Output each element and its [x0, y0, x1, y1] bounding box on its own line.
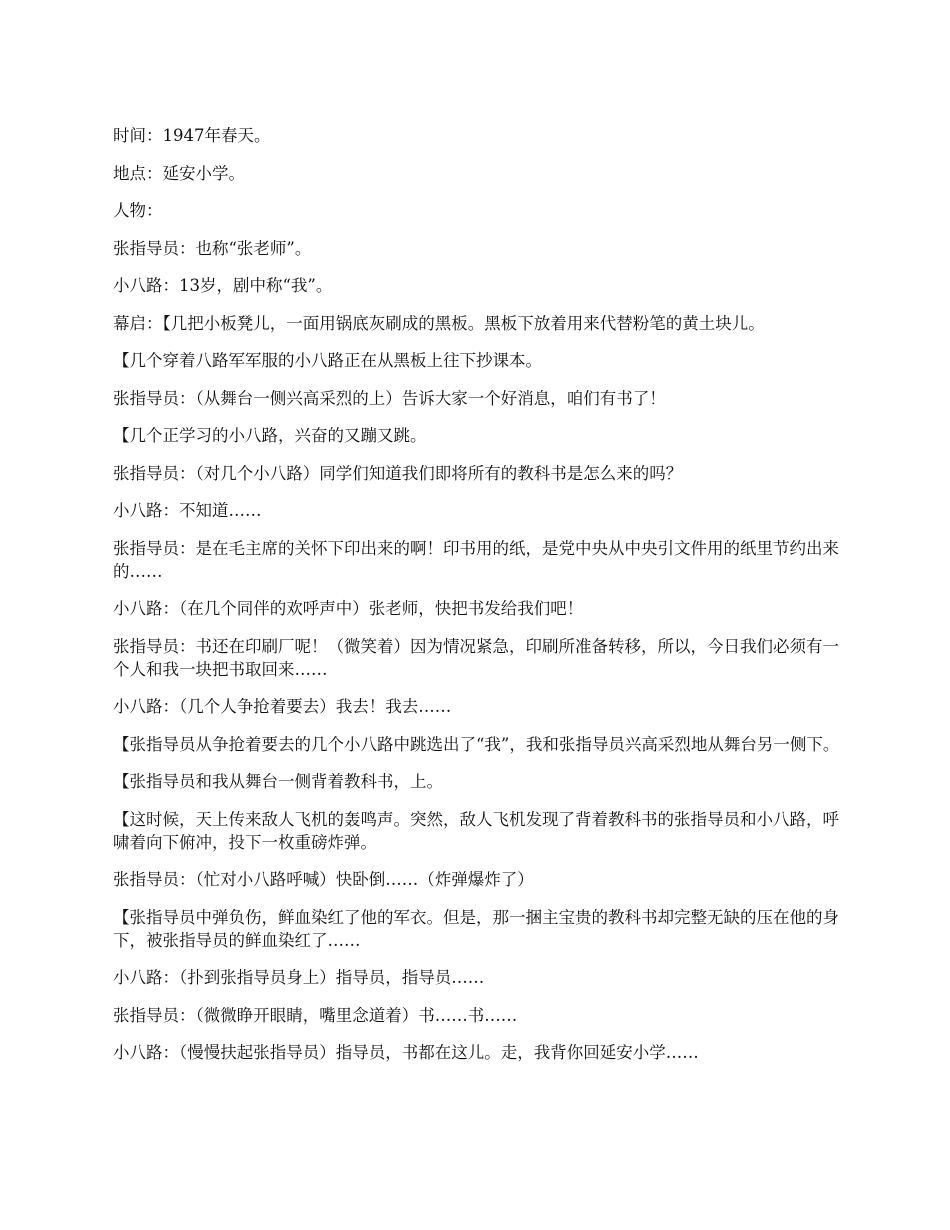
script-line-dialogue: 小八路：（扑到张指导员身上）指导员，指导员……: [113, 968, 485, 987]
script-line-character-xiaobalu: 小八路：13岁，剧中称“我”。: [113, 276, 333, 295]
script-line-stage-direction: 【几个正学习的小八路，兴奋的又蹦又跳。: [113, 426, 427, 445]
script-line-characters: 人物：: [113, 201, 163, 220]
script-line-dialogue: 张指导员：（微微睁开眼睛，嘴里念道着）书……书……: [113, 1005, 518, 1025]
script-line-dialogue: 小八路：（几个人争抢着要去）我去！我去……: [113, 697, 452, 716]
script-line-dialogue: 小八路：（在几个同伴的欢呼声中）张老师，快把书发给我们吧！: [113, 599, 584, 618]
script-line-dialogue: 小八路：不知道……: [113, 501, 262, 520]
script-line-stage-direction: 【张指导员中弹负伤，鲜血染红了他的军衣。但是，那一捆主宝贵的教科书却完整无缺的压在他的身下，被张指导员的鲜血染红了……: [113, 907, 839, 950]
script-line-dialogue: 小八路：（慢慢扶起张指导员）指导员，书都在这儿。走，我背你回延安小学……: [113, 1043, 699, 1062]
script-line-stage-direction: 【几个穿着八路军军服的小八路正在从黑板上往下抄课本。: [113, 351, 542, 370]
document-page: [113, 124, 840, 1079]
script-line-stage-direction: 【张指导员和我从舞台一侧背着教科书，上。: [113, 772, 443, 791]
script-line-character-zhang: 张指导员：也称“张老师”。: [113, 238, 312, 258]
script-line-stage-direction: 【这时候，天上传来敌人飞机的轰鸣声。突然，敌人飞机发现了背着教科书的张指导员和小八路，呼啸着向下俯冲，投下一枚重磅炸弹。: [113, 809, 839, 852]
script-line-dialogue: 张指导员：（对几个小八路）同学们知道我们即将所有的教科书是怎么来的吗？: [113, 463, 683, 483]
script-line-curtain: 幕启：【几把小板凳儿，一面用锅底灰刷成的黑板。黑板下放着用来代替粉笔的黄土块儿。: [113, 313, 765, 333]
script-line-dialogue: 张指导员：书还在印刷厂呢！（微笑着）因为情况紧急，印刷所准备转移，所以，今日我们必须有一个人和我一块把书取回来……: [113, 636, 839, 679]
script-line-time: 时间：1947年春天。: [113, 126, 271, 145]
script-line-dialogue: 张指导员：（忙对小八路呼喊）快卧倒……（炸弹爆炸了）: [113, 870, 534, 889]
script-line-dialogue: 张指导员：是在毛主席的关怀下印出来的啊！印书用的纸，是党中央从中央引文件用的纸里节约出来的……: [113, 538, 839, 581]
script-line-dialogue: 张指导员：（从舞台一侧兴高采烈的上）告诉大家一个好消息，咱们有书了！: [113, 388, 666, 408]
script-line-place: 地点：延安小学。: [113, 163, 245, 183]
script-line-stage-direction: 【张指导员从争抢着要去的几个小八路中跳选出了“我”，我和张指导员兴高采烈地从舞台另一侧下。: [113, 734, 840, 754]
